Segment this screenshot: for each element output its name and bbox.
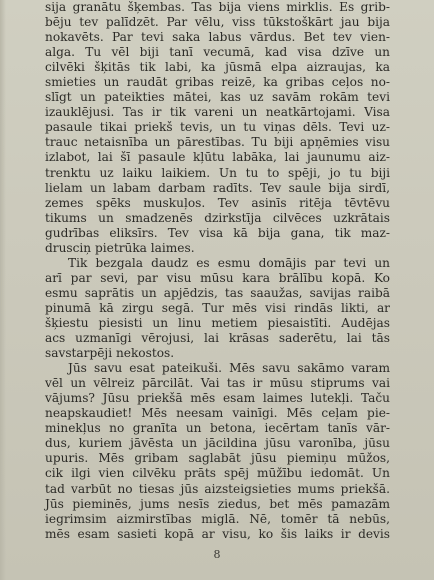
text-line: mēs esam sasieti kopā ar visu, ko šis laiks ir devis — [45, 526, 390, 541]
text-line: upuris. Mēs gribam saglabāt jūsu piemiņu mūžos, — [45, 451, 390, 466]
text-line: cilvēki šķitās tik labi, ka jūsmā elpa aizraujas, ka — [45, 60, 390, 75]
text-line: vēl un vēlreiz pārcilāt. Vai tas ir mūsu stiprums vai — [45, 376, 390, 391]
text-line: šķiestu piesisti un linu metiem piesaistīti. Audējas — [45, 315, 390, 330]
paragraph — [45, 361, 390, 542]
text-line: trenktu uz laiku laikiem. Un tu to spēji, jo tu biji — [45, 165, 390, 180]
text-line: savstarpēji nekostos. — [45, 346, 175, 361]
text-line: nokavēts. Par tevi saka labus vārdus. Bet tev vien- — [45, 30, 390, 45]
text-line: alga. Tu vēl biji tanī vecumā, kad visa dzīve un — [45, 45, 390, 60]
text-line: cik ilgi vien cilvēku prāts spēj mūžību iedomāt. Un — [45, 466, 390, 481]
text-line: bēju tev palīdzēt. Par vēlu, viss tūkstoškārt jau bija — [45, 15, 390, 30]
text-line: smieties un raudāt gribas reizē, ka gribas ceļos no- — [45, 75, 390, 90]
text-line: izlabot, lai šī pasaule kļūtu labāka, lai jaunumu aiz- — [45, 150, 390, 165]
text-line: trauc netaisnība un pārestības. Tu biji apņēmies visu — [45, 135, 390, 150]
text-line: slīgt un pateikties mātei, kas uz savām rokām tevi — [45, 90, 390, 105]
text-line: dus, kuriem jāvēsta un jācildina jūsu varonība, jūsu — [45, 436, 390, 451]
paragraph — [45, 0, 390, 256]
text-line: drusciņ pietrūka laimes. — [45, 240, 195, 255]
page-number: 8 — [213, 548, 221, 561]
text-line: pinumā kā zirgu segā. Tur mēs visi rindās likti, ar — [45, 300, 390, 315]
text-line: iegrimsim aizmirstības miglā. Nē, tomēr tā nebūs, — [45, 511, 390, 526]
text-line: Jūs pieminēs, jums nesīs ziedus, bet mēs pamazām — [45, 496, 390, 511]
text-line: pasaule tikai priekš tevis, un tu viņas dēls. Tevi uz- — [45, 120, 390, 135]
text-line: acs uzmanīgi vērojusi, lai krāsas saderētu, lai tās — [45, 331, 390, 346]
text-line: neapskaudiet! Mēs neesam vainīgi. Mēs ceļam pie- — [45, 406, 390, 421]
page-edge-shadow — [0, 0, 6, 580]
text-line: izauklējusi. Tas ir tik vareni un neatkārtojami. Visa — [45, 105, 390, 120]
body-text — [45, 0, 390, 542]
text-line: arī par sevi, par visu mūsu kara brālību kopā. Ko — [45, 270, 390, 285]
text-line: sija granātu šķembas. Tas bija viens mirklis. Es grib- — [45, 0, 390, 14]
text-line: minekļus no granīta un betona, iecērtam tanīs vār- — [45, 421, 390, 436]
text-line: Jūs savu esat pateikuši. Mēs savu sakāmo varam — [68, 361, 390, 376]
text-line: Tik bezgala daudz es esmu domājis par tevi un — [68, 255, 390, 270]
text-line: lielam un labam darbam radīts. Tev saule bija sirdī, — [45, 180, 390, 195]
text-line: esmu saprātis un apjēdzis, tas saaužas, savijas raibā — [45, 285, 390, 300]
text-line: vājums? Jūsu priekšā mēs esam laimes lutekļi. Taču — [45, 391, 390, 406]
text-line: tikums un smadzenēs dzirkstīja cilvēces uzkrātais — [45, 210, 390, 225]
text-line: tad varbūt no tiesas jūs aizsteigsieties mums priekšā. — [45, 481, 390, 496]
paragraph — [45, 256, 390, 361]
text-line: zemes spēks muskuļos. Tev asinīs ritēja tēvtēvu — [45, 195, 390, 210]
text-line: gudrības eliksīrs. Tev visa kā bija gana, tik maz- — [45, 225, 390, 240]
